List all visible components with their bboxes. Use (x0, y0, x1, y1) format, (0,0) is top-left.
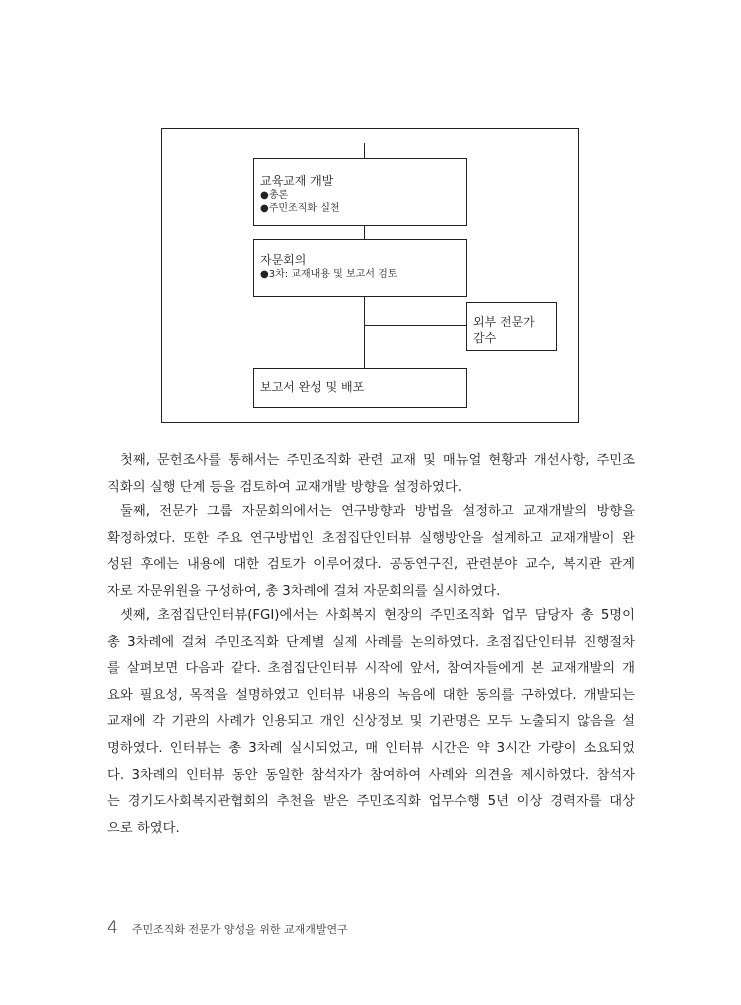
paragraph-line: 요와 필요성, 목적을 설명하였고 인터뷰 내용의 녹음에 대한 동의를 구하였다. 개발되는 (107, 687, 635, 703)
connector-top (364, 143, 365, 158)
paragraph-line: 를 살펴보면 다음과 같다. 초점집단인터뷰 시작에 앞서, 참여자들에게 본 교재개발의 개 (107, 661, 635, 677)
paragraph-literature-review (107, 448, 635, 501)
flow-box-external-review (466, 302, 557, 351)
paragraph-line: 확정하였다. 또한 주요 연구방법인 초점집단인터뷰 실행방안을 설계하고 교재개발이 완 (107, 530, 635, 546)
paragraph-line: 는 경기도사회복지관협회의 추천을 받은 주민조직화 업무수행 5년 이상 경력자를 대상 (107, 794, 635, 810)
paragraph-line: 직화의 실행 단계 등을 검토하여 교재개발 방향을 설정하였다. (107, 479, 462, 495)
paragraph-focus-group (107, 603, 635, 842)
connector-1-2 (364, 225, 365, 240)
paragraph-line: 셋째, 초점집단인터뷰(FGI)에서는 사회복지 현장의 주민조직화 업무 담당자 총 5명이 (120, 608, 635, 623)
paragraph-advisory-meeting (107, 499, 635, 605)
paragraph-line: 다. 3차례의 인터뷰 동안 동일한 참석자가 참여하여 사례와 의견을 제시하였다. 참석자 (107, 767, 635, 783)
footer-title: 주민조직화 전문가 양성을 위한 교재개발연구 (131, 923, 348, 936)
flow-box-line: 감수 (473, 331, 497, 345)
paragraph-line: 둘째, 전문가 그룹 자문회의에서는 연구방향과 방법을 설정하고 교재개발의 방향을 (120, 504, 635, 519)
paragraph-line: 교재에 각 기관의 사례가 인용되고 개인 신상정보 및 기관명은 모두 노출되지 않음을 설 (107, 714, 635, 730)
paragraph-line: 총 3차례에 걸쳐 주민조직화 단계별 실제 사례를 논의하였다. 초점집단인터뷰 진행절차 (107, 634, 635, 650)
connector-side (364, 325, 466, 326)
flow-box-line: 외부 전문가 (473, 315, 535, 329)
page-footer (107, 918, 348, 938)
flow-box-advisory-meeting (253, 239, 467, 297)
paragraph-line: 성된 후에는 내용에 대한 검토가 이루어졌다. 공동연구진, 관련분야 교수, 복지관 관계 (107, 557, 635, 573)
paragraph-line: 으로 하였다. (107, 820, 180, 836)
paragraph-line: 명하였다. 인터뷰는 총 3차례 실시되었고, 매 인터뷰 시간은 약 3시간 가량이 소요되었 (107, 740, 635, 756)
flow-box-material-development (253, 158, 467, 226)
flow-box-report-completion (253, 368, 467, 408)
flow-box-title: 교육교재 개발 (260, 174, 334, 188)
flow-box-title: 자문회의 (260, 253, 307, 267)
paragraph-line: 자로 자문위원을 구성하여, 총 3차례에 걸쳐 자문회의를 실시하였다. (107, 583, 501, 599)
flow-box-title: 보고서 완성 및 배포 (260, 380, 365, 394)
flow-box-item: ●총론 (260, 190, 289, 201)
page-number: 4 (107, 918, 118, 938)
flow-box-item: ●주민조직화 실천 (260, 203, 340, 214)
flow-box-item: ●3차: 교재내용 및 보고서 검토 (260, 269, 398, 280)
paragraph-line: 첫째, 문헌조사를 통해서는 주민조직화 관련 교재 및 매뉴얼 현황과 개선사항, 주민조 (120, 453, 635, 468)
connector-2-4 (364, 296, 365, 369)
